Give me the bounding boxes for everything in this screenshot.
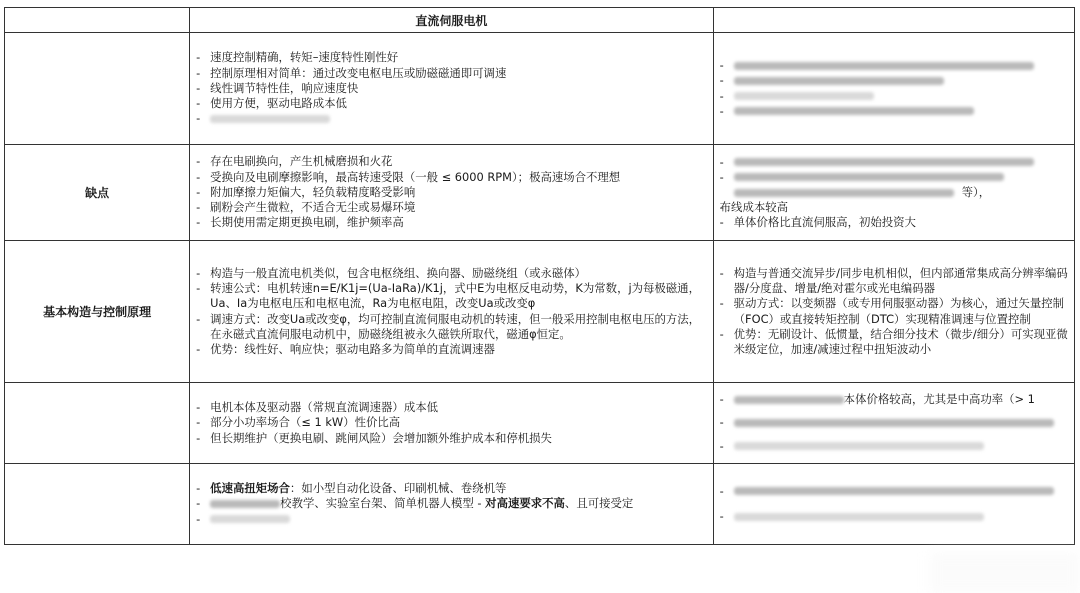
- row-category: [5, 383, 190, 464]
- ac-cell: [713, 383, 1074, 464]
- ac-cell: [713, 241, 1074, 383]
- list-item: - 转速公式：电机转速n=E/K1j=(Ua-IaRa)/K1j，式中E为电枢反电动势，K为常数，j为每极磁通，Ua、Ia为电枢电压和电枢电流，Ra为电枢电阻，改变Ua或改变φ: [196, 281, 706, 311]
- list-item: - 速度控制精确，转矩–速度特性刚性好: [196, 50, 706, 65]
- list-item: - 优势：无刷设计、低惯量，结合细分技术（微步/细分）可实现亚微米级定位，加速/减速过程中扭矩波动小: [720, 327, 1068, 357]
- list-item: - 电机本体及驱动器（常规直流调速器）成本低: [196, 400, 706, 415]
- list-item: - 但长期维护（更换电刷、跳闸风险）会增加额外维护成本和停机损失: [196, 431, 706, 446]
- header-cell-dc-servo: 直流伺服电机: [190, 8, 713, 33]
- dc-item-list: [190, 150, 712, 234]
- list-item: - 单体价格比直流伺服高，初始投资大: [720, 215, 1068, 230]
- list-item: [720, 415, 1068, 430]
- list-item: [720, 439, 1068, 454]
- comparison-table: [4, 7, 1075, 545]
- ac-item-list: [714, 262, 1074, 361]
- list-item: - 存在电刷换向，产生机械磨损和火花: [196, 154, 706, 169]
- list-item: - 控制原理相对简单：通过改变电枢电压或励磁磁通即可调速: [196, 66, 706, 81]
- list-item: - 驱动方式：以变频器（或专用伺服驱动器）为核心，通过矢量控制（FOC）或直接转矩控制（DTC）实现精准调速与位置控制: [720, 296, 1068, 326]
- list-item: - 使用方便，驱动电路成本低: [196, 96, 706, 111]
- table-row: [5, 464, 1075, 545]
- list-item: - 调速方式：改变Ua或改变φ，均可控制直流伺服电动机的转速，但一般采用控制电枢电压的方法，在永磁式直流伺服电动机中，励磁绕组被永久磁铁所取代，磁通φ恒定。: [196, 312, 706, 342]
- list-item: - 刷粉会产生微粒，不适合无尘或易爆环境: [196, 200, 706, 215]
- table-row: [5, 383, 1075, 464]
- row-category: [5, 33, 190, 145]
- row-category: 缺点: [5, 145, 190, 241]
- ac-cell: [713, 464, 1074, 545]
- list-item: [196, 512, 706, 527]
- list-item: - 受换向及电刷摩擦影响，最高转速受限（一般 ≤ 6000 RPM）；极高速场合不理想: [196, 170, 706, 185]
- dc-item-list: [190, 262, 712, 361]
- list-item: - 线性调节特性佳，响应速度快: [196, 81, 706, 96]
- dc-item-list: [190, 46, 712, 130]
- list-item: - 构造与普通交流异步/同步电机相似，但内部通常集成高分辨率编码器/分度盘、增量/绝对霍尔或光电编码器: [720, 266, 1068, 296]
- list-item: - 布线成本较高: [720, 200, 1068, 215]
- list-item: [196, 111, 706, 126]
- dc-cell: [190, 464, 713, 545]
- list-item: - 长期使用需定期更换电刷，维护频率高: [196, 215, 706, 230]
- ac-item-list: [714, 151, 1074, 235]
- list-item: - 优势：线性好、响应快；驱动电路多为简单的直流调速器: [196, 342, 706, 357]
- row-category: [5, 464, 190, 545]
- dc-cell: [190, 145, 713, 241]
- ac-item-list: [714, 480, 1074, 528]
- list-item: - 低速高扭矩场合：如小型自动化设备、印刷机械、卷绕机等: [196, 481, 706, 496]
- list-item: [720, 509, 1068, 524]
- header-cell-category: [5, 8, 190, 33]
- list-item: [720, 104, 1068, 119]
- table-row: [5, 145, 1075, 241]
- list-item: - 构造与一般直流电机类似，包含电枢绕组、换向器、励磁绕组（或永磁体）: [196, 266, 706, 281]
- ac-item-list: [714, 388, 1074, 458]
- dc-item-list: [190, 477, 712, 531]
- ac-item-list: [714, 54, 1074, 123]
- dc-item-list: [190, 396, 712, 450]
- table-row: [5, 241, 1075, 383]
- list-item: - 校教学、实验室台架、简单机器人模型 - 对高速要求不高、且可接受定: [196, 496, 706, 511]
- ac-cell: [713, 33, 1074, 145]
- ac-cell: [713, 145, 1074, 241]
- list-item: [720, 73, 1068, 88]
- list-item: - 部分小功率场合（≤ 1 kW）性价比高: [196, 415, 706, 430]
- list-item: [720, 58, 1068, 73]
- dc-cell: [190, 33, 713, 145]
- header-cell-ac-servo: [713, 8, 1074, 33]
- blurred-corner: [930, 553, 1080, 593]
- list-item: [720, 484, 1068, 499]
- list-item: - 本体价格较高，尤其是中高功率（> 1: [720, 392, 1068, 407]
- dc-cell: [190, 383, 713, 464]
- list-item: [720, 155, 1068, 170]
- dc-cell: [190, 241, 713, 383]
- list-item: [720, 89, 1068, 104]
- row-category: 基本构造与控制原理: [5, 241, 190, 383]
- list-item: - 附加摩擦力矩偏大，轻负载精度略受影响: [196, 185, 706, 200]
- table-header-row: [5, 8, 1075, 33]
- list-item: - 等），: [720, 170, 1068, 200]
- table-row: [5, 33, 1075, 145]
